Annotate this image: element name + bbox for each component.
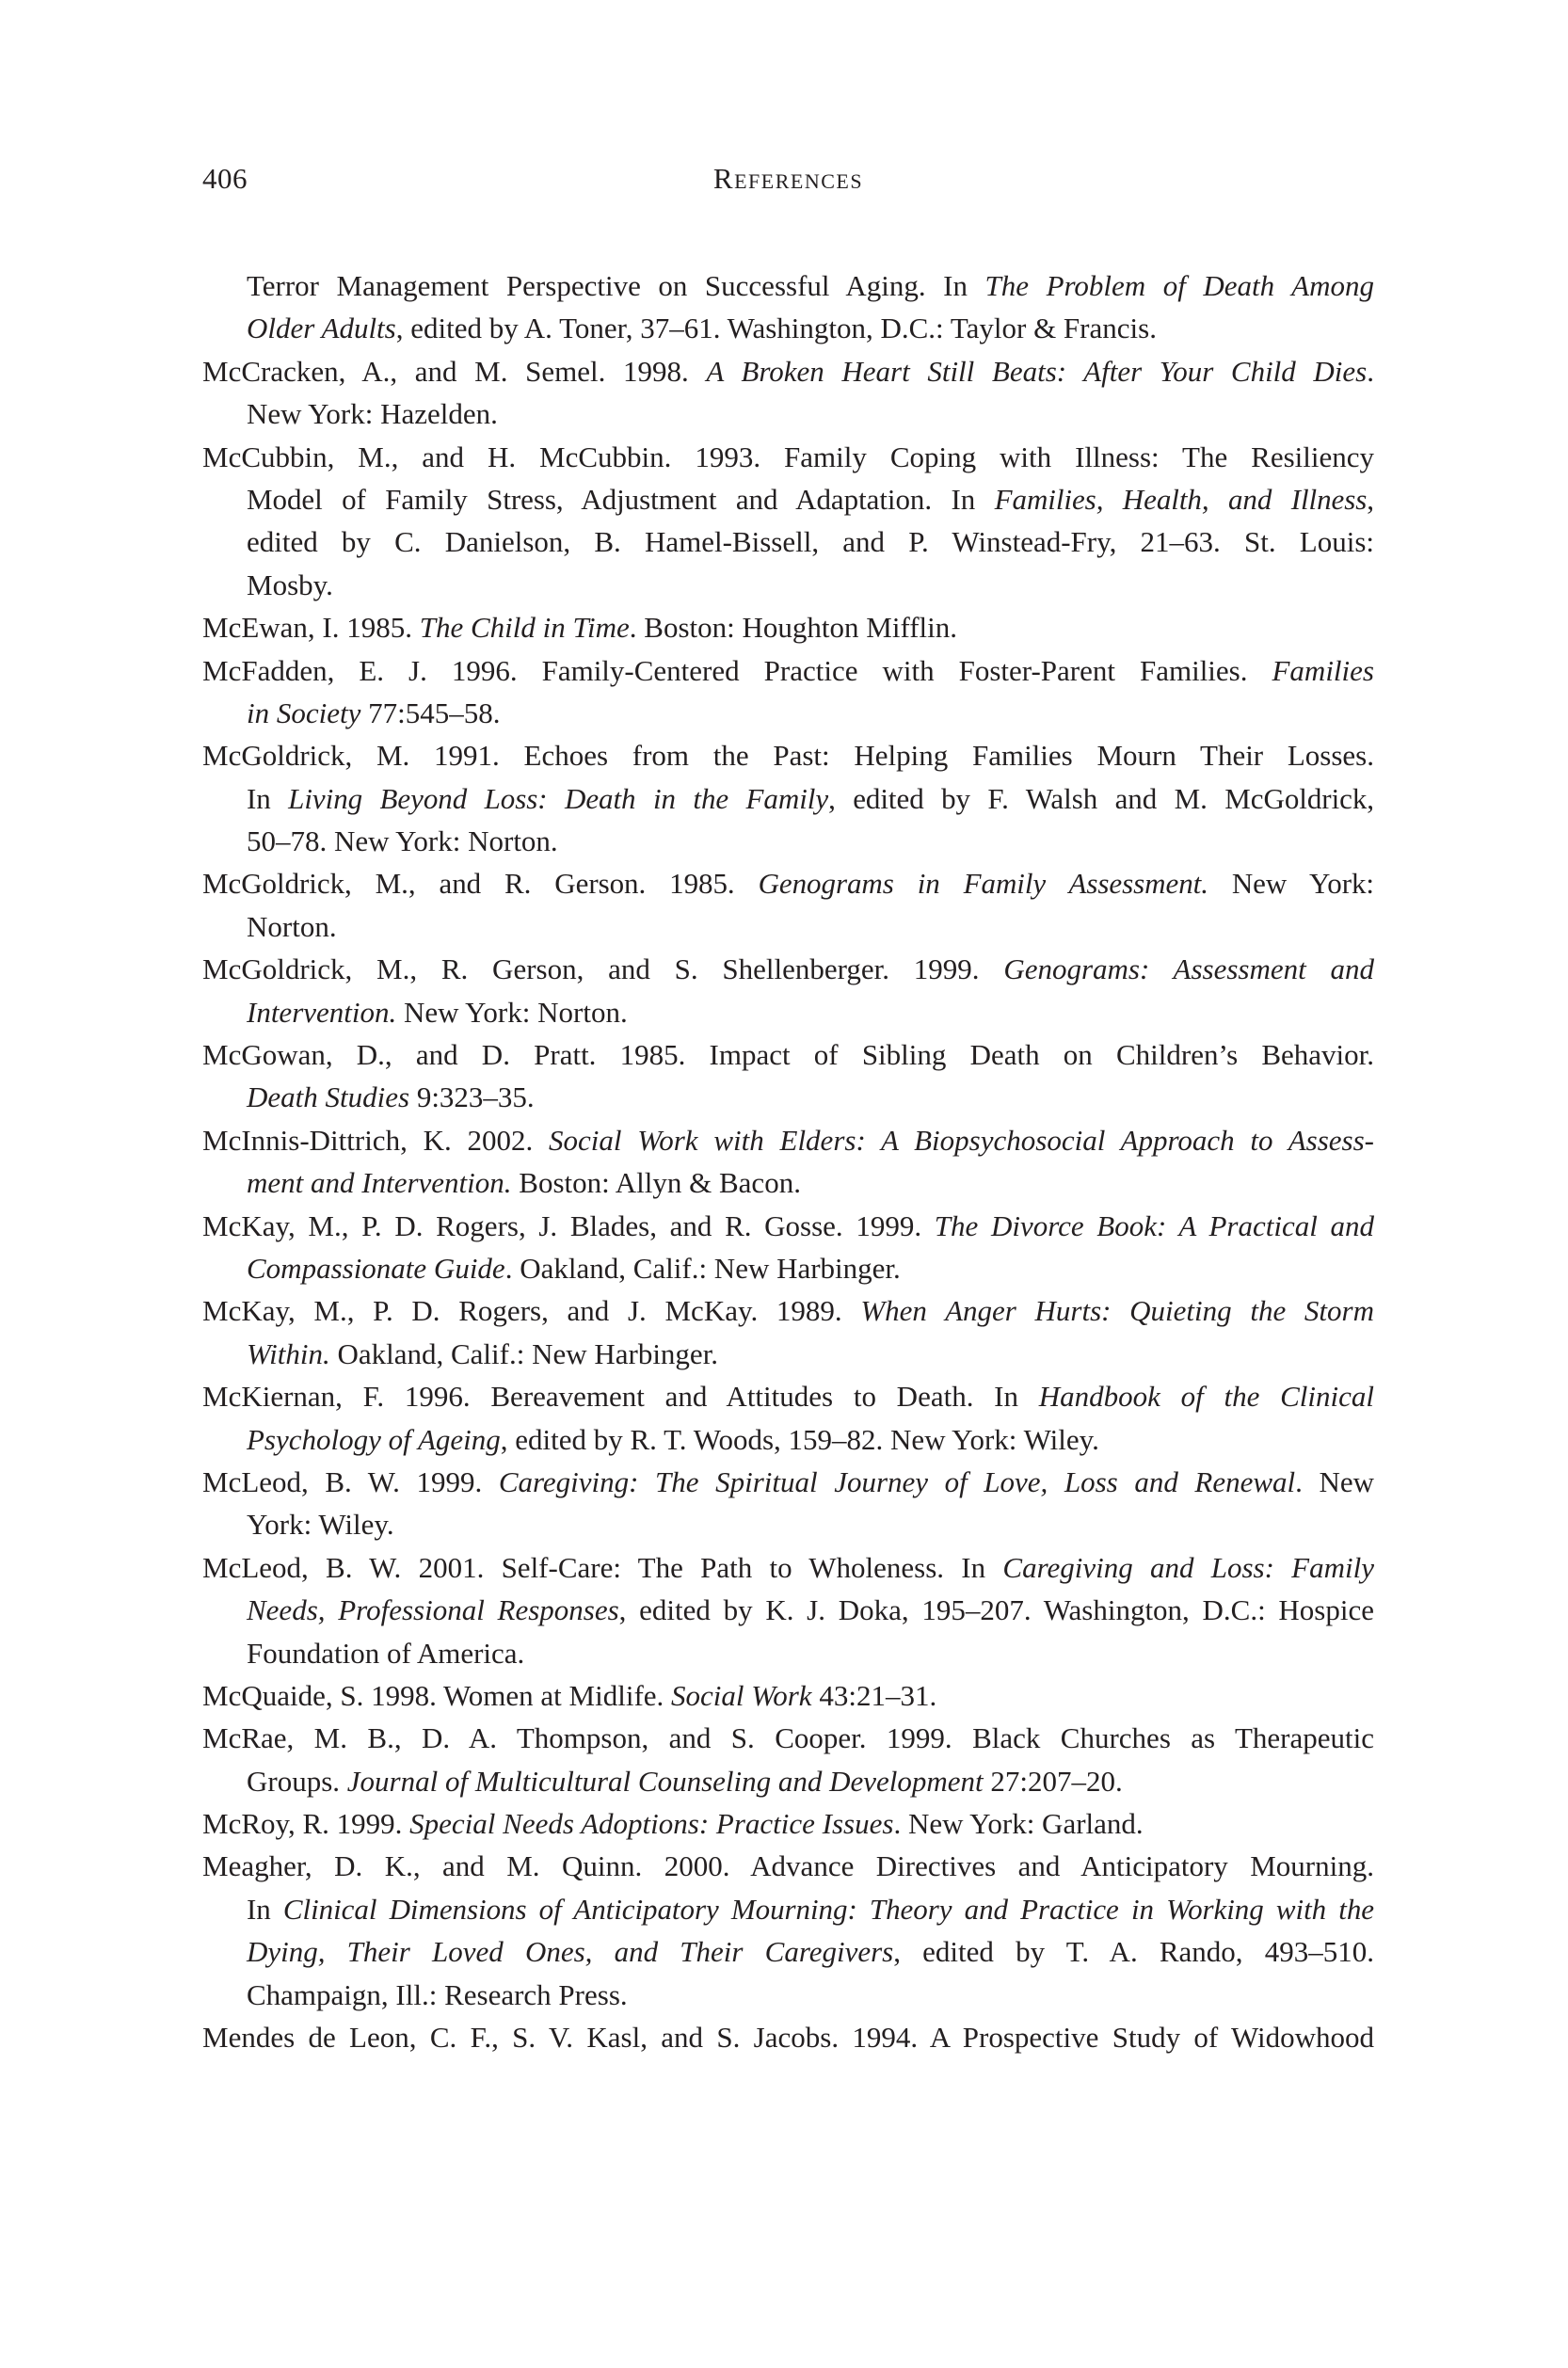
reference-text: , edited by R. T. Woods, 159–82. New York: Wiley. [500, 1422, 1099, 1456]
italic-title: ment and Intervention. [247, 1166, 512, 1200]
reference-line [202, 1974, 1374, 2016]
reference-text: Groups. [247, 1764, 347, 1798]
italic-title: Death Studies [247, 1080, 410, 1114]
reference-line [202, 1119, 1374, 1161]
reference-text: Foundation of America. [247, 1636, 525, 1670]
reference-line [202, 1546, 1374, 1589]
italic-title: Journal of Multicultural Counseling and Development [346, 1764, 984, 1798]
reference-entry [202, 862, 1374, 948]
reference-entry [202, 649, 1374, 735]
reference-line [202, 1247, 1374, 1289]
reference-entry [202, 1461, 1374, 1546]
italic-title: Within. [247, 1336, 330, 1370]
reference-entry [202, 606, 1374, 648]
reference-text: McCubbin, M., and H. McCubbin. 1993. Family Coping with Illness: The Resiliency [202, 440, 1374, 473]
reference-text: McLeod, B. W. 2001. Self-Care: The Path to Wholeness. In [202, 1550, 1003, 1584]
italic-title: The Problem of Death Among [984, 269, 1374, 302]
italic-title: Caregiving and Loss: Family [1002, 1550, 1374, 1584]
reference-line [202, 1205, 1374, 1247]
reference-text: 50–78. New York: Norton. [247, 824, 558, 858]
reference-line [202, 1461, 1374, 1503]
section-title: References [712, 162, 864, 195]
reference-entry [202, 436, 1374, 607]
italic-title: Families [1272, 653, 1374, 687]
reference-line [202, 991, 1374, 1033]
reference-text: , edited by T. A. Rando, 493–510. [893, 1935, 1374, 1969]
reference-text: McRoy, R. 1999. [202, 1807, 410, 1841]
reference-entry [202, 1289, 1374, 1375]
reference-text: McGowan, D., and D. Pratt. 1985. Impact of Sibling Death on Children’s Behavior. [202, 1038, 1374, 1072]
reference-line [202, 1333, 1374, 1375]
reference-text: McCracken, A., and M. Semel. 1998. [202, 354, 707, 388]
italic-title: Special Needs Adoptions: Practice Issues [409, 1807, 894, 1841]
reference-line [202, 905, 1374, 948]
reference-text: , edited by A. Toner, 37–61. Washington, D.C.: Taylor & Francis. [395, 312, 1157, 345]
italic-title: Psychology of Ageing [247, 1422, 501, 1456]
reference-line [202, 1289, 1374, 1332]
italic-title: Older Adults [247, 312, 396, 345]
reference-entry [202, 1119, 1374, 1205]
reference-text: 9:323–35. [409, 1080, 535, 1114]
reference-text: 43:21–31. [811, 1678, 937, 1712]
reference-line [202, 478, 1374, 520]
reference-text: McKay, M., P. D. Rogers, J. Blades, and R. Gosse. 1999. [202, 1208, 935, 1242]
reference-line [202, 777, 1374, 820]
italic-title: The Child in Time [419, 611, 630, 645]
reference-text: McGoldrick, M., R. Gerson, and S. Shellenberger. 1999. [202, 952, 1004, 986]
italic-title: Compassionate Guide [247, 1251, 505, 1285]
reference-text: McEwan, I. 1985. [202, 611, 420, 645]
reference-text: Norton. [247, 909, 337, 943]
italic-title: Handbook of the Clinical [1038, 1380, 1374, 1414]
reference-entry [202, 1033, 1374, 1119]
reference-text: Mendes de Leon, C. F., S. V. Kasl, and S. Jacobs. 1994. A Prospective Study of Widowhood [202, 2021, 1374, 2055]
reference-text: 77:545–58. [360, 696, 501, 729]
italic-title: When Anger Hurts: Quieting the Storm [860, 1294, 1374, 1328]
reference-line [202, 1033, 1374, 1076]
italic-title: Dying, Their Loved Ones, and Their Caregivers [247, 1935, 894, 1969]
italic-title: Living Beyond Loss: Death in the Family [288, 781, 829, 815]
reference-line [202, 692, 1374, 734]
reference-line [202, 1802, 1374, 1845]
reference-text: , [1367, 482, 1374, 516]
reference-list [202, 264, 1374, 2058]
reference-text: McLeod, B. W. 1999. [202, 1464, 499, 1498]
reference-line [202, 520, 1374, 563]
reference-line [202, 1375, 1374, 1417]
reference-line [202, 264, 1374, 307]
reference-entry [202, 1205, 1374, 1290]
reference-text: McGoldrick, M., and R. Gerson. 1985. [202, 867, 759, 901]
reference-text: New York: [1208, 867, 1374, 901]
italic-title: Families, Health, and Illness [994, 482, 1368, 516]
reference-line [202, 1503, 1374, 1545]
reference-entry [202, 1717, 1374, 1802]
reference-line [202, 820, 1374, 862]
italic-title: Clinical Dimensions of Anticipatory Mourning: Theory and Practice in Working with the [282, 1892, 1374, 1926]
reference-text: . Oakland, Calif.: New Harbinger. [504, 1251, 901, 1285]
italic-title: Social Work [671, 1678, 812, 1712]
reference-entry [202, 734, 1374, 862]
reference-line [202, 307, 1374, 349]
reference-text: . New York: Garland. [893, 1807, 1144, 1841]
reference-line [202, 1888, 1374, 1930]
reference-text: McKiernan, F. 1996. Bereavement and Attitudes to Death. In [202, 1380, 1039, 1414]
reference-line [202, 1076, 1374, 1118]
reference-text: Champaign, Ill.: Research Press. [247, 1977, 628, 2011]
reference-entry [202, 350, 1374, 436]
reference-text: In [247, 781, 289, 815]
italic-title: A Broken Heart Still Beats: After Your Child Dies [706, 354, 1368, 388]
italic-title: Caregiving: The Spiritual Journey of Love, Loss and Renewal [498, 1464, 1296, 1498]
reference-entry [202, 264, 1374, 350]
reference-entry [202, 2016, 1374, 2058]
reference-text: McGoldrick, M. 1991. Echoes from the Past: Helping Families Mourn Their Losses. [202, 739, 1374, 773]
reference-text: McQuaide, S. 1998. Women at Midlife. [202, 1678, 672, 1712]
reference-line [202, 1760, 1374, 1802]
reference-line [202, 392, 1374, 435]
italic-title: Genograms: Assessment and [1003, 952, 1374, 986]
reference-line [202, 734, 1374, 776]
reference-line [202, 350, 1374, 392]
italic-title: Social Work with Elders: A Biopsychosocial Approach to Assess- [549, 1123, 1374, 1157]
reference-entry [202, 1375, 1374, 1461]
reference-text: Terror Management Perspective on Successful Aging. In [247, 269, 985, 302]
reference-text: New York: Hazelden. [247, 397, 498, 431]
reference-line [202, 649, 1374, 692]
reference-text: . [1367, 354, 1374, 388]
reference-text: McRae, M. B., D. A. Thompson, and S. Cooper. 1999. Black Churches as Therapeutic [202, 1721, 1374, 1755]
reference-text: , edited by K. J. Doka, 195–207. Washington, D.C.: Hospice [618, 1593, 1374, 1627]
reference-text: . New [1295, 1464, 1374, 1498]
reference-line [202, 436, 1374, 478]
italic-title: Intervention. [247, 995, 397, 1029]
reference-text: edited by C. Danielson, B. Hamel-Bissell, and P. Winstead-Fry, 21–63. St. Louis: [247, 525, 1374, 559]
italic-title: Genograms in Family Assessment. [758, 867, 1208, 901]
reference-line [202, 948, 1374, 990]
reference-line [202, 1589, 1374, 1631]
reference-entry [202, 1674, 1374, 1717]
reference-line [202, 1674, 1374, 1717]
reference-line [202, 564, 1374, 606]
italic-title: Needs, Professional Responses [247, 1593, 619, 1627]
reference-text: Oakland, Calif.: New Harbinger. [329, 1336, 719, 1370]
reference-text: McFadden, E. J. 1996. Family-Centered Practice with Foster-Parent Families. [202, 653, 1272, 687]
reference-entry [202, 1802, 1374, 1845]
reference-line [202, 1418, 1374, 1461]
reference-line [202, 2016, 1374, 2058]
italic-title: The Divorce Book: A Practical and [934, 1208, 1374, 1242]
reference-text: York: Wiley. [247, 1508, 394, 1542]
running-head [202, 162, 1374, 203]
reference-text: , edited by F. Walsh and M. McGoldrick, [828, 781, 1375, 815]
reference-entry [202, 1546, 1374, 1674]
reference-text: Model of Family Stress, Adjustment and Adaptation. In [247, 482, 995, 516]
reference-text: 27:207–20. [983, 1764, 1123, 1798]
reference-entry [202, 948, 1374, 1033]
reference-text: McInnis-Dittrich, K. 2002. [202, 1123, 550, 1157]
reference-line [202, 1930, 1374, 1973]
reference-text: McKay, M., P. D. Rogers, and J. McKay. 1989. [202, 1294, 861, 1328]
italic-title: in Society [247, 696, 361, 729]
reference-text: Meagher, D. K., and M. Quinn. 2000. Advance Directives and Anticipatory Mourning. [202, 1849, 1374, 1883]
reference-line [202, 606, 1374, 648]
reference-text: In [247, 1892, 283, 1926]
reference-text: . Boston: Houghton Mifflin. [629, 611, 958, 645]
reference-text: Boston: Allyn & Bacon. [511, 1166, 801, 1200]
reference-text: Mosby. [247, 568, 333, 601]
page-number: 406 [202, 162, 248, 195]
reference-line [202, 1632, 1374, 1674]
reference-line [202, 1161, 1374, 1204]
reference-line [202, 1717, 1374, 1759]
reference-text: New York: Norton. [396, 995, 628, 1029]
reference-line [202, 1845, 1374, 1887]
reference-entry [202, 1845, 1374, 2016]
reference-line [202, 862, 1374, 904]
